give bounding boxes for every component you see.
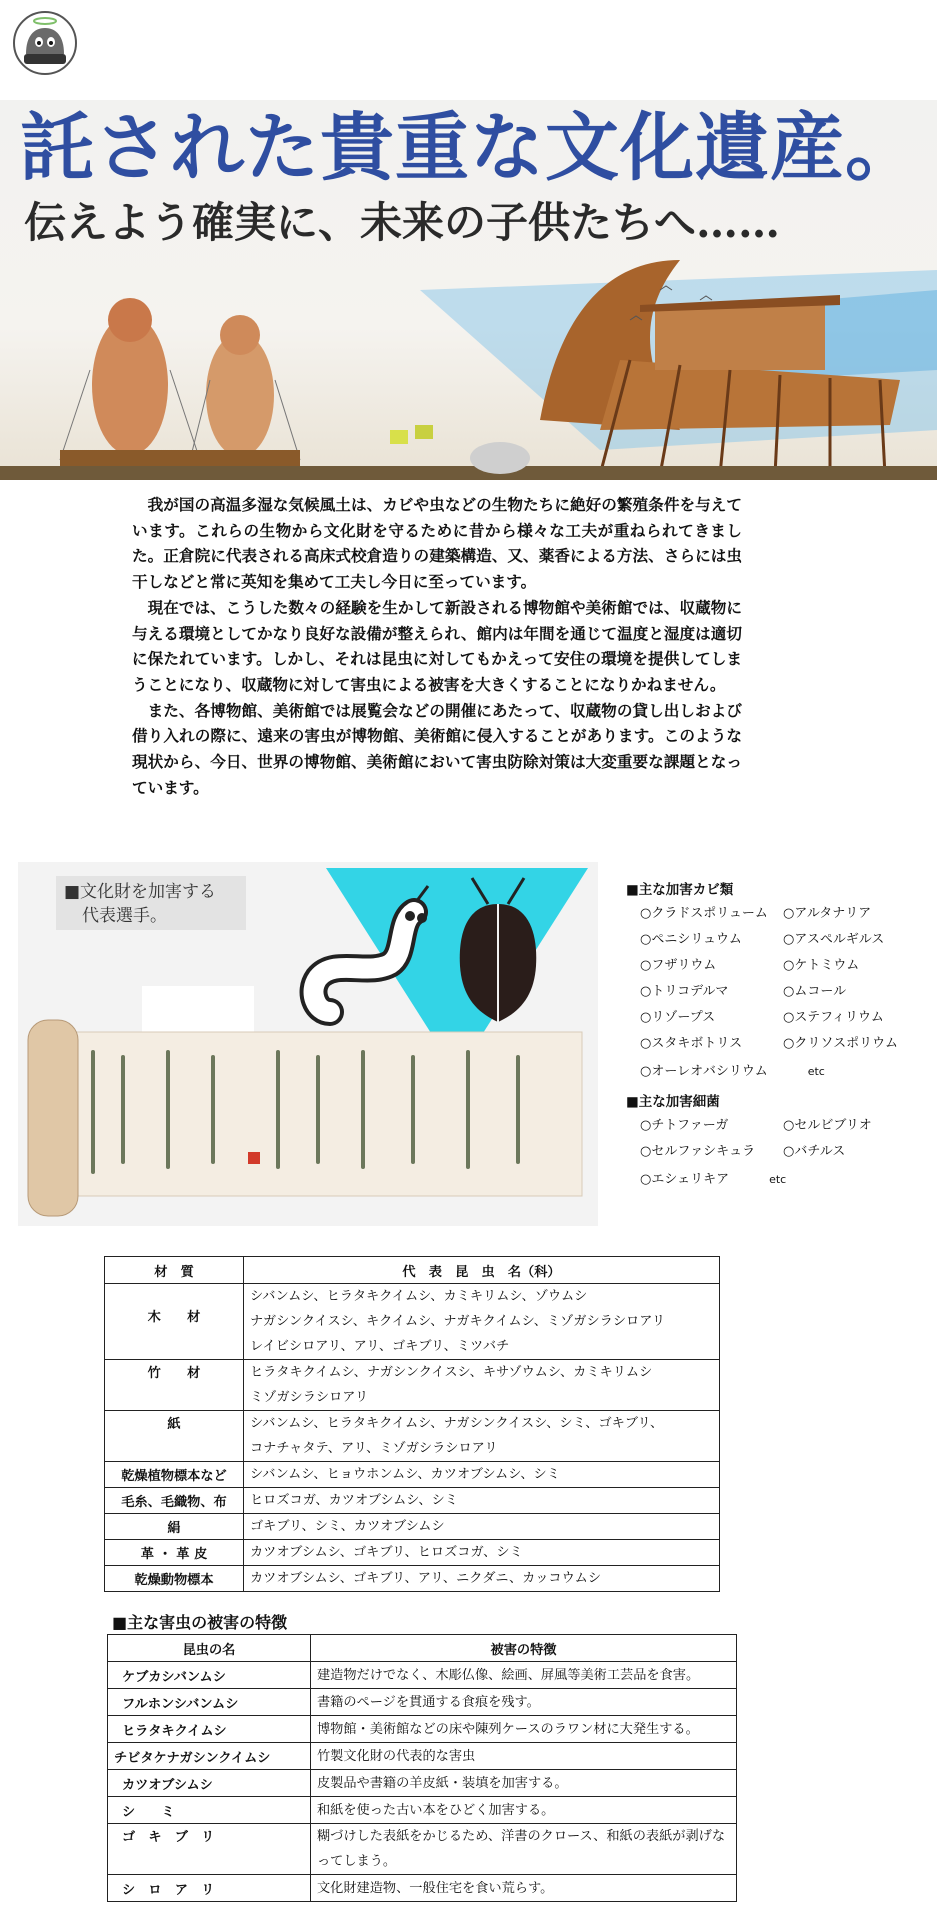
- hero-subtitle: 伝えよう確実に、未来の子供たちへ……: [24, 198, 781, 247]
- intro-paragraph: また、各博物館、美術館では展覧会などの開催にあたって、収蔵物の貸し出しおよび借り入れの際に、遠来の害虫が博物館、美術館に侵入することがあります。このような現状から、今日、世界の博物館、美術館において害虫防除対策は大変重要な課題となっています。: [132, 701, 742, 797]
- mold-item: ○ペニシリュウム: [640, 932, 742, 947]
- damage-feature: 糊づけした表紙をかじるため、洋書のクロース、和紙の表紙が剥げなってしまう。: [311, 1824, 737, 1875]
- insects-cell: [244, 1514, 720, 1540]
- bacteria-heading: ■主な加害細菌: [626, 1094, 720, 1110]
- header-insects: 代 表 昆 虫 名（科）: [244, 1257, 720, 1284]
- table-row: [105, 1284, 720, 1360]
- table-header-row: [105, 1257, 720, 1284]
- mold-item: ○クリソスポリウム: [783, 1036, 898, 1051]
- insects-cell: [244, 1284, 720, 1360]
- table-header-row: [108, 1635, 737, 1662]
- insects-line: ミゾガシラシロアリ: [250, 1390, 369, 1405]
- table-row: [108, 1716, 737, 1743]
- insects-line: カツオブシムシ、ゴキブリ、アリ、ニクダニ、カッコウムシ: [250, 1571, 602, 1586]
- insects-cell: [244, 1566, 720, 1592]
- intro-paragraph: 我が国の高温多湿な気候風土は、カビや虫などの生物たちに絶好の繁殖条件を与えています。これらの生物から文化財を守るために昔から様々な工夫が重ねられてきました。正倉院に代表される高床式校倉造りの建築構造、又、薬香による方法、さらには虫干しなどと常に英知を集めて工夫し今日に至っています。: [132, 496, 742, 592]
- mold-item: ○クラドスポリューム: [640, 906, 768, 921]
- mold-item-last: [640, 1062, 926, 1082]
- table-row: [105, 1566, 720, 1592]
- insect-name: ゴ キ ブ リ: [108, 1824, 311, 1875]
- hero-title: 託された貴重な文化遺産。: [20, 105, 920, 191]
- table-row: [108, 1662, 737, 1689]
- mold-etc: etc: [807, 1065, 825, 1078]
- bacteria-item: ○セルビブリオ: [783, 1118, 872, 1133]
- insect-name: ヒラタキクイムシ: [108, 1716, 311, 1743]
- bacteria-item: ○エシェリキア: [640, 1172, 730, 1187]
- mold-item: ○ステフィリウム: [783, 1010, 884, 1025]
- table-row: [108, 1875, 737, 1902]
- mold-heading: ■主な加害カビ類: [626, 882, 734, 898]
- hero-banner: [0, 100, 937, 480]
- damage-feature: 文化財建造物、一般住宅を食い荒らす。: [311, 1875, 737, 1902]
- material-cell: 絹: [105, 1514, 244, 1540]
- insects-line: シバンムシ、ヒラタキクイムシ、カミキリムシ、ゾウムシ: [250, 1289, 588, 1304]
- intro-paragraph: 現在では、こうした数々の経験を生かして新設される博物館や美術館では、収蔵物に与える環境としてかなり良好な設備が整えられ、館内は年間を通じて温度と湿度は適切に保たれています。しかし、それは昆虫に対してもかえって安住の環境を提供してしまうことになり、収蔵物に対して害虫による被害を大きくすることになりかねません。: [132, 598, 742, 694]
- table-row: [105, 1360, 720, 1411]
- insects-cell: [244, 1462, 720, 1488]
- insects-cell: [244, 1488, 720, 1514]
- bacteria-etc: etc: [769, 1173, 787, 1186]
- insect-name: フルホンシバンムシ: [108, 1689, 311, 1716]
- table-row: [108, 1824, 737, 1875]
- table-row: [108, 1797, 737, 1824]
- insects-line: ヒラタキクイムシ、ナガシンクイスシ、キサゾウムシ、カミキリムシ: [250, 1365, 653, 1380]
- material-cell: 木 材: [105, 1284, 244, 1360]
- mold-item: ○スタキボトリス: [640, 1036, 743, 1051]
- pest-damage-table: [107, 1634, 737, 1902]
- insect-name: ケブカシバンムシ: [108, 1662, 311, 1689]
- bacteria-item: ○バチルス: [783, 1144, 846, 1159]
- mold-item: ○トリコデルマ: [640, 984, 729, 999]
- material-cell: 乾燥動物標本: [105, 1566, 244, 1592]
- material-cell: 竹 材: [105, 1360, 244, 1411]
- microbe-lists: [626, 878, 926, 1198]
- material-cell: 紙: [105, 1411, 244, 1462]
- insects-cell: [244, 1540, 720, 1566]
- insects-cell: [244, 1360, 720, 1411]
- ark-illustration: [0, 250, 937, 480]
- table-row: [105, 1540, 720, 1566]
- insect-name: チビタケナガシンクイムシ: [108, 1743, 311, 1770]
- insects-line: ヒロズコガ、カツオブシムシ、シミ: [250, 1493, 458, 1508]
- mold-item: ○ケトミウム: [783, 958, 860, 973]
- intro-text: [132, 493, 742, 801]
- table-row: [105, 1488, 720, 1514]
- insects-line: シバンムシ、ヒラタキクイムシ、ナガシンクイスシ、シミ、ゴキブリ、: [250, 1416, 664, 1431]
- material-cell: 革 ・ 革 皮: [105, 1540, 244, 1566]
- damage-feature: 和紙を使った古い本をひどく加害する。: [311, 1797, 737, 1824]
- mold-list: [640, 904, 926, 1054]
- mold-item: ○フザリウム: [640, 958, 717, 973]
- table-row: [105, 1462, 720, 1488]
- bacteria-list: [640, 1116, 926, 1162]
- material-cell: 毛糸、毛織物、布: [105, 1488, 244, 1514]
- damage-feature: 書籍のページを貫通する食痕を残す。: [311, 1689, 737, 1716]
- header-insect-name: 昆虫の名: [108, 1635, 311, 1662]
- insect-name: シ ロ ア リ: [108, 1875, 311, 1902]
- table-row: [108, 1743, 737, 1770]
- insects-line: レイビシロアリ、アリ、ゴキブリ、ミツバチ: [250, 1339, 510, 1354]
- table-row: [108, 1689, 737, 1716]
- panel-caption-line1: ■文化財を加害する: [64, 882, 217, 902]
- table-row: [108, 1770, 737, 1797]
- insect-name: シ ミ: [108, 1797, 311, 1824]
- pest-illustration-panel: [18, 862, 598, 1226]
- insect-name: カツオブシムシ: [108, 1770, 311, 1797]
- damage-feature: 竹製文化財の代表的な害虫: [311, 1743, 737, 1770]
- insects-line: ゴキブリ、シミ、カツオブシムシ: [250, 1519, 445, 1534]
- bacteria-item: ○セルファシキュラ: [640, 1144, 756, 1159]
- mold-item: ○リゾープス: [640, 1010, 716, 1025]
- bacteria-item: ○チトファーガ: [640, 1118, 729, 1133]
- panel-caption-line2: 代表選手。: [82, 906, 167, 926]
- pest-mascot-icon: [18, 862, 598, 1226]
- header-material: 材 質: [105, 1257, 244, 1284]
- damage-feature: 皮製品や書籍の羊皮紙・装填を加害する。: [311, 1770, 737, 1797]
- material-insect-table: [104, 1256, 720, 1592]
- bacteria-item-last: [640, 1170, 926, 1190]
- insects-cell: [244, 1411, 720, 1462]
- damage-feature: 博物館・美術館などの床や陳列ケースのラワン材に大発生する。: [311, 1716, 737, 1743]
- material-cell: 乾燥植物標本など: [105, 1462, 244, 1488]
- insects-line: シバンムシ、ヒョウホンムシ、カツオブシムシ、シミ: [250, 1467, 560, 1482]
- mold-item: ○アスペルギルス: [783, 932, 885, 947]
- table-row: [105, 1411, 720, 1462]
- mold-item: ○オーレオバシリウム: [640, 1064, 768, 1079]
- insects-line: ナガシンクイスシ、キクイムシ、ナガキクイムシ、ミゾガシラシロアリ: [250, 1314, 666, 1329]
- damage-feature: 建造物だけでなく、木彫仏像、絵画、屏風等美術工芸品を食害。: [311, 1662, 737, 1689]
- insects-line: カツオブシムシ、ゴキブリ、ヒロズコガ、シミ: [250, 1545, 523, 1560]
- header-damage-feature: 被害の特徴: [311, 1635, 737, 1662]
- table-row: [105, 1514, 720, 1540]
- mold-item: ○ムコール: [783, 984, 847, 999]
- damage-table-heading: ■主な害虫の被害の特徴: [112, 1613, 288, 1632]
- mold-item: ○アルタナリア: [783, 906, 872, 921]
- insects-line: コナチャタテ、アリ、ミゾガシラシロアリ: [250, 1441, 498, 1456]
- mascot-logo-icon: [12, 10, 78, 76]
